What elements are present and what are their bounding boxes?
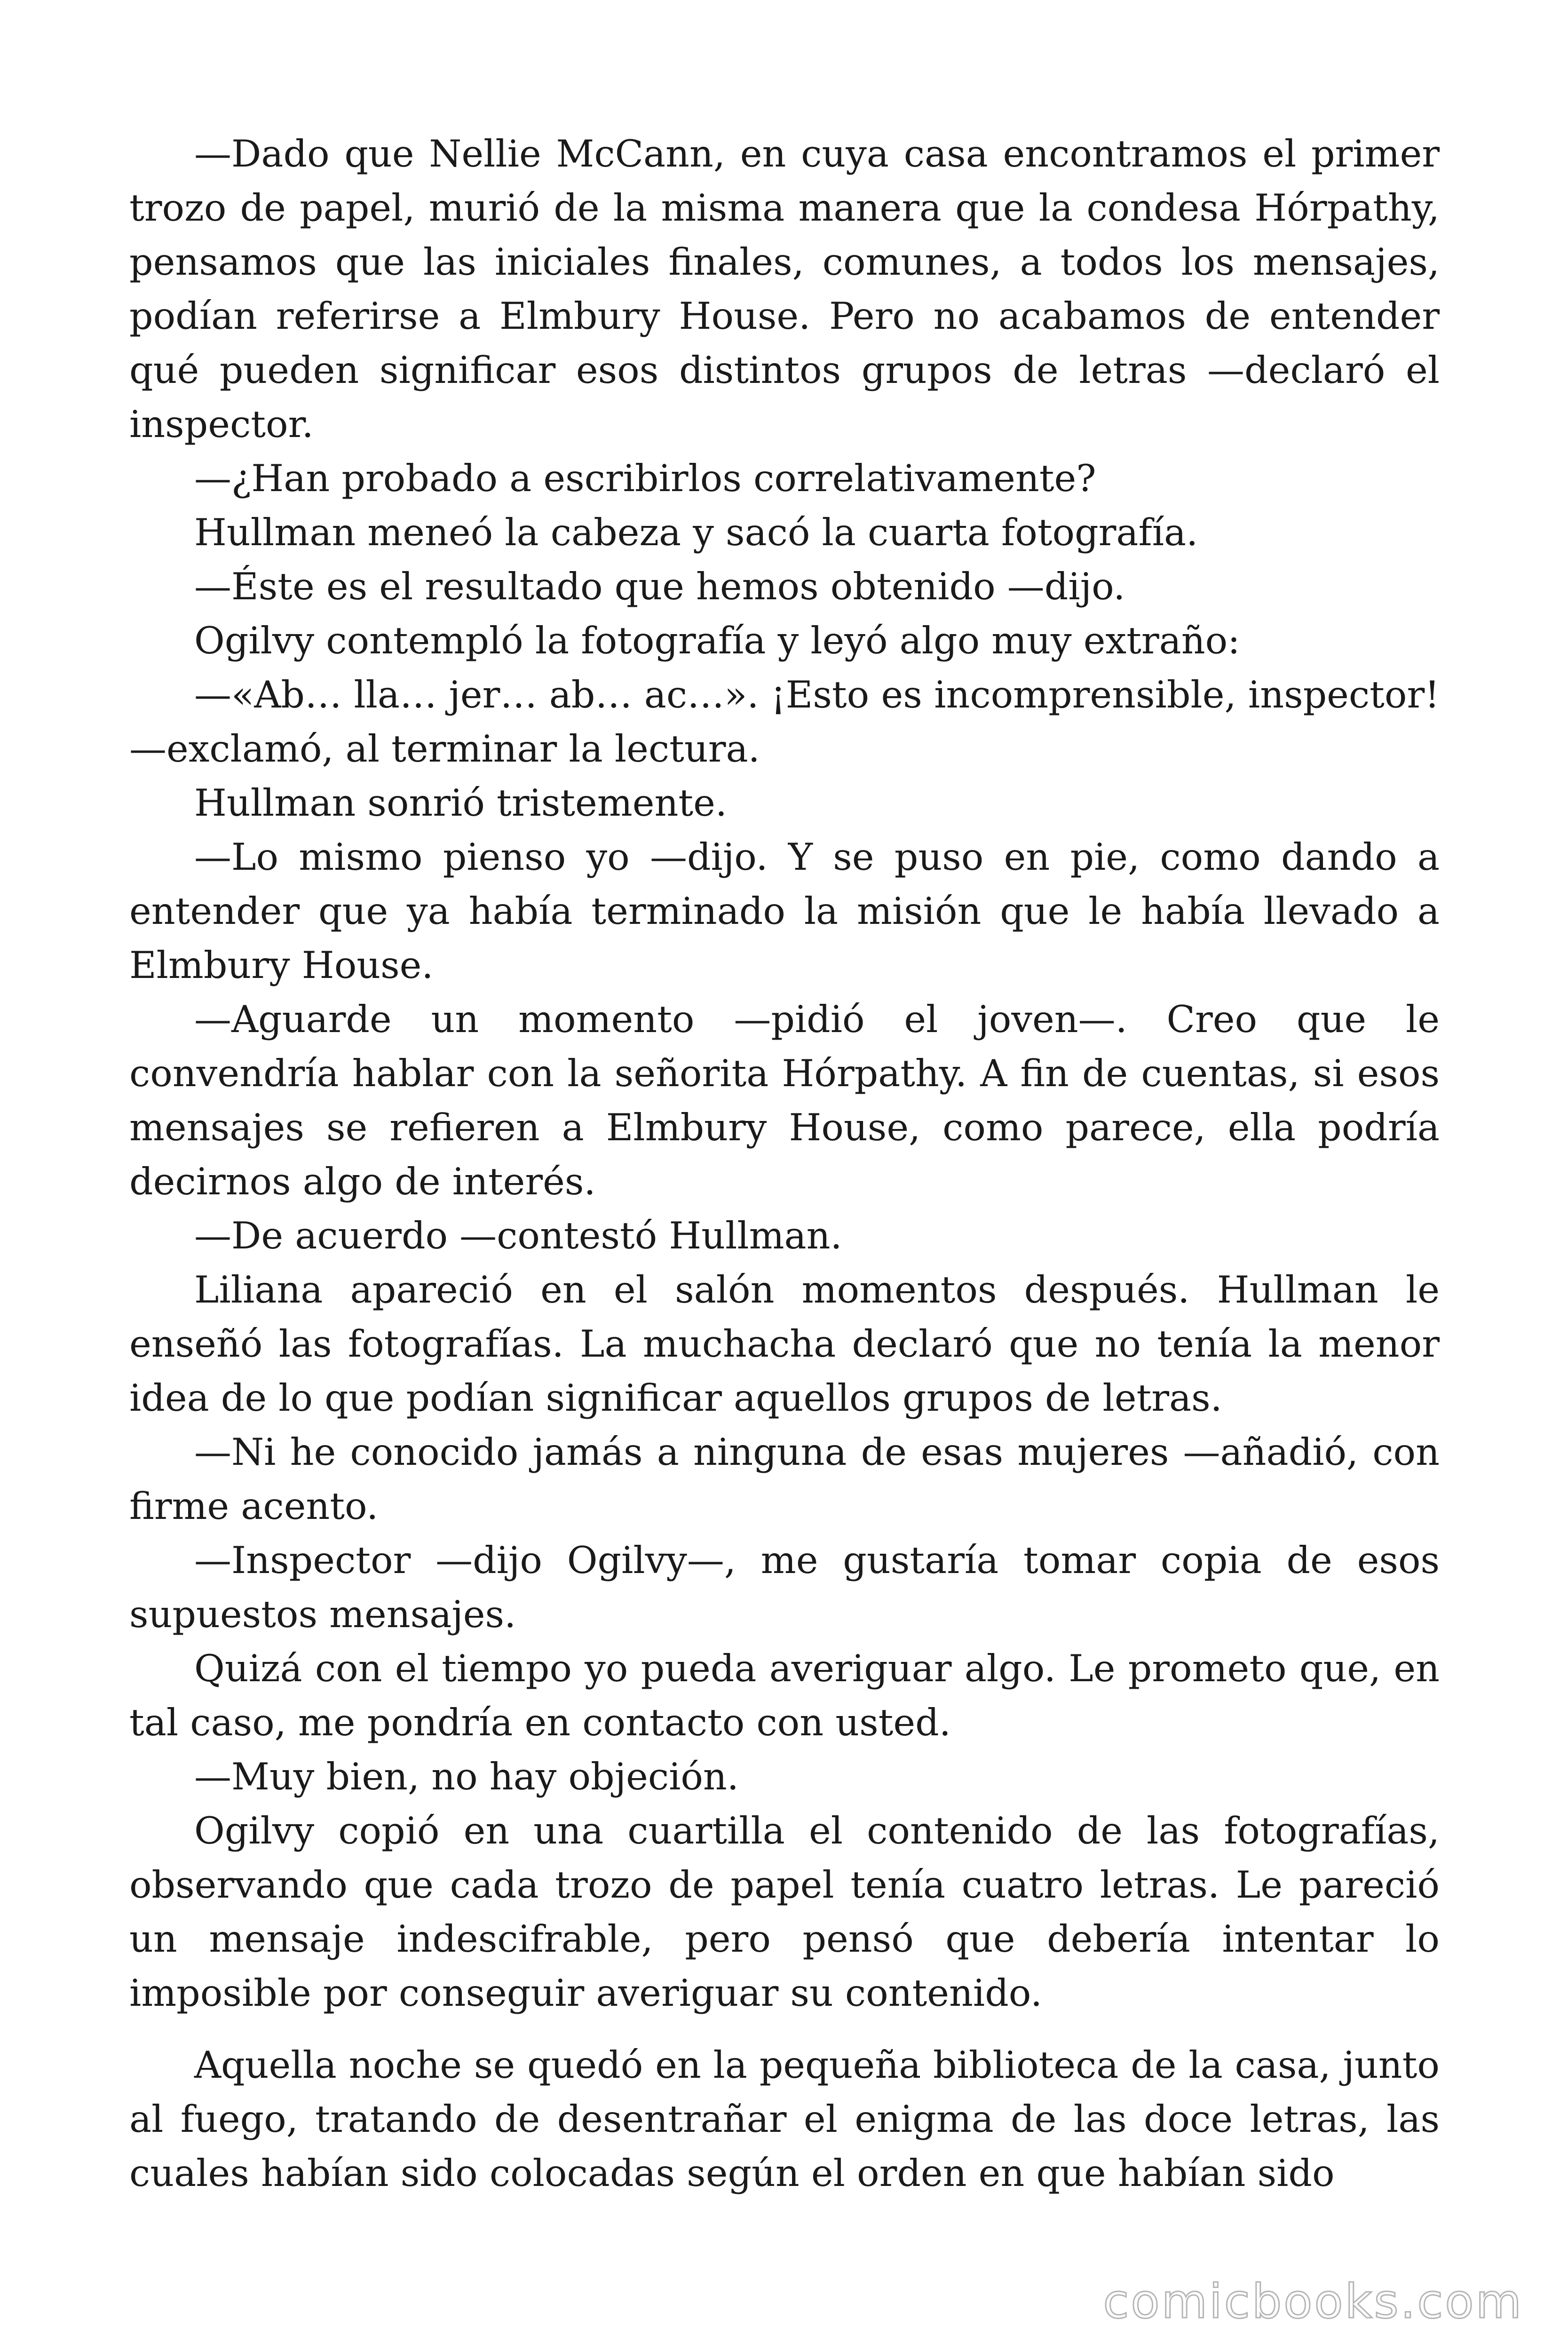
paragraph: Hullman meneó la cabeza y sacó la cuarta fotografía. — [194, 511, 1198, 554]
paragraph: —«Ab… lla… jer… ab… ac…». ¡Esto es incomprensible, inspector! —exclamó, al terminar la lectura. — [129, 673, 1440, 771]
paragraph: Ogilvy copió en una cuartilla el contenido de las fotografías, observando que cada trozo de papel tenía cuatro letras. Le pareció un mensaje indescifrable, pero pensó que debería intentar lo imposible por conseguir averiguar su contenido. — [129, 1809, 1440, 2015]
paragraph: —Ni he conocido jamás a ninguna de esas mujeres —añadió, con firme acento. — [129, 1430, 1440, 1528]
paragraph: —Muy bien, no hay objeción. — [194, 1755, 739, 1798]
paragraph: —Éste es el resultado que hemos obtenido —dijo. — [194, 565, 1125, 608]
book-page-text — [129, 127, 1440, 2201]
paragraph: Hullman sonrió tristemente. — [194, 781, 727, 825]
paragraph: —Dado que Nellie McCann, en cuya casa encontramos el primer trozo de papel, murió de la misma manera que la condesa Hórpathy, pensamos que las iniciales finales, comunes, a todos los mensajes, podían referirse a Elmbury House. Pero no acabamos de entender qué pueden significar esos distintos grupos de letras —declaró el inspector. — [129, 132, 1440, 446]
paragraph: Aquella noche se quedó en la pequeña biblioteca de la casa, junto al fuego, tratando de desentrañar el enigma de las doce letras, las cuales habían sido colocadas según el orden en que habían sido — [129, 2043, 1440, 2195]
paragraph: Quizá con el tiempo yo pueda averiguar algo. Le prometo que, en tal caso, me pondría en contacto con usted. — [129, 1647, 1440, 1744]
paragraph: —Inspector —dijo Ogilvy—, me gustaría tomar copia de esos supuestos mensajes. — [129, 1539, 1440, 1636]
paragraph: Liliana apareció en el salón momentos después. Hullman le enseñó las fotografías. La muchacha declaró que no tenía la menor idea de lo que podían significar aquellos grupos de letras. — [129, 1268, 1440, 1420]
paragraph: —¿Han probado a escribirlos correlativamente? — [194, 457, 1096, 500]
paragraph: —Aguarde un momento —pidió el joven—. Creo que le convendría hablar con la señorita Hórpathy. A fin de cuentas, si esos mensajes se refieren a Elmbury House, como parece, ella podría decirnos algo de interés. — [129, 998, 1440, 1203]
paragraph: —De acuerdo —contestó Hullman. — [194, 1214, 842, 1257]
paragraph: Ogilvy contempló la fotografía y leyó algo muy extraño: — [194, 619, 1240, 662]
site-watermark: comicbooks.com — [1103, 2274, 1523, 2329]
paragraph: —Lo mismo pienso yo —dijo. Y se puso en pie, como dando a entender que ya había terminado la misión que le había llevado a Elmbury House. — [129, 835, 1440, 987]
